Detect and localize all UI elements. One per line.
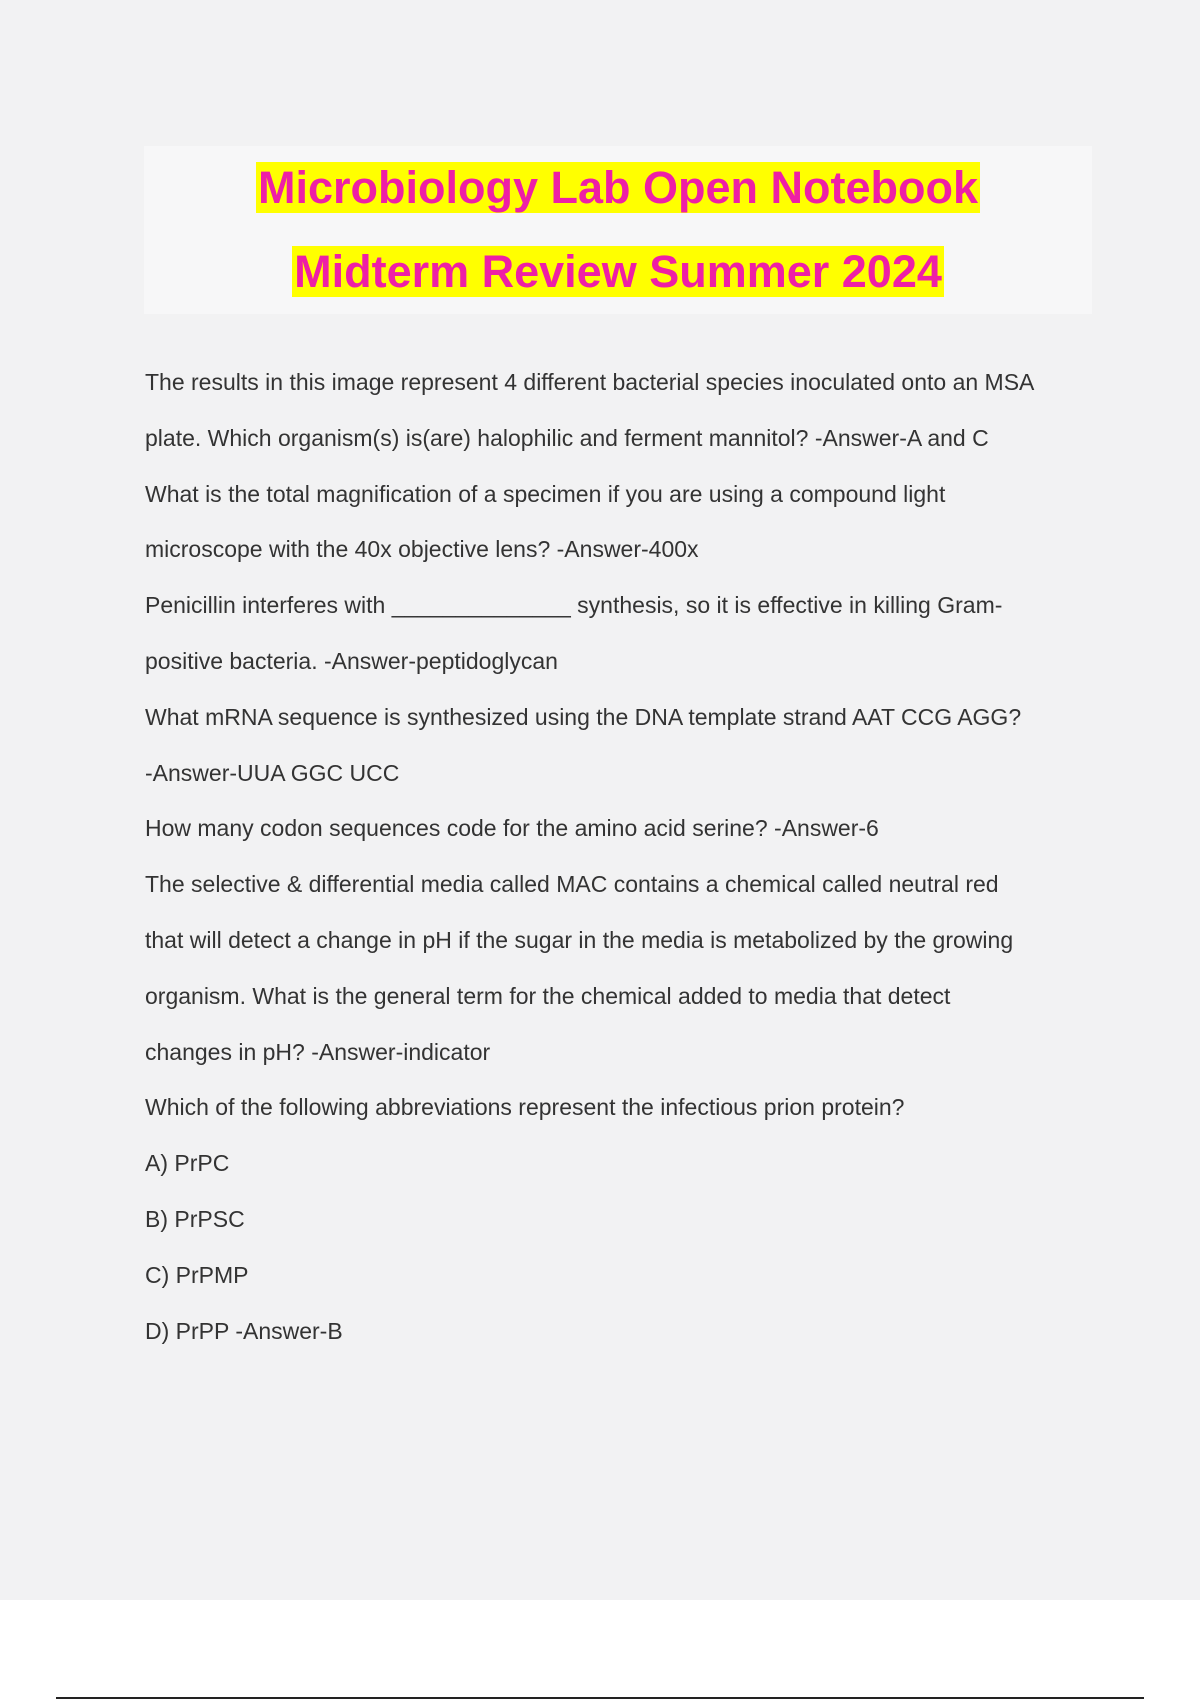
text-line: changes in pH? -Answer-indicator [145, 1038, 491, 1065]
text-line: microscope with the 40x objective lens? -Answer-400x [145, 536, 699, 563]
text-line: How many codon sequences code for the amino acid serine? -Answer-6 [145, 815, 879, 842]
title-line-2 [144, 230, 1092, 314]
footer-divider [56, 1697, 1144, 1699]
text-line: What is the total magnification of a specimen if you are using a compound light [145, 480, 946, 507]
text-line: plate. Which organism(s) is(are) halophilic and ferment mannitol? -Answer-A and C [145, 424, 989, 451]
text-line: -Answer-UUA GGC UCC [145, 759, 400, 786]
text-line: positive bacteria. -Answer-peptidoglycan [145, 647, 558, 674]
text-line: The selective & differential media called MAC contains a chemical called neutral red [145, 871, 999, 898]
question-list [145, 355, 1105, 1359]
choice-a: A) PrPC [145, 1150, 230, 1177]
text-line: The results in this image represent 4 different bacterial species inoculated onto an MSA [145, 369, 1035, 395]
title-line-1 [144, 146, 1092, 230]
text-line: organism. What is the general term for the chemical added to media that detect [145, 982, 951, 1009]
text-line: Penicillin interferes with ______________ synthesis, so it is effective in killing Gram- [145, 592, 1003, 619]
title-text-1: Microbiology Lab Open Notebook [258, 162, 978, 213]
text-line: What mRNA sequence is synthesized using the DNA template strand AAT CCG AGG? [145, 703, 1022, 730]
title-block [144, 146, 1092, 314]
choice-b: B) PrPSC [145, 1205, 245, 1232]
choice-c: C) PrPMP [145, 1261, 249, 1288]
choice-d: D) PrPP -Answer-B [145, 1317, 343, 1344]
text-line: that will detect a change in pH if the sugar in the media is metabolized by the growing [145, 926, 1014, 953]
title-text-2: Midterm Review Summer 2024 [294, 246, 942, 297]
text-line: Which of the following abbreviations represent the infectious prion protein? [145, 1094, 905, 1121]
